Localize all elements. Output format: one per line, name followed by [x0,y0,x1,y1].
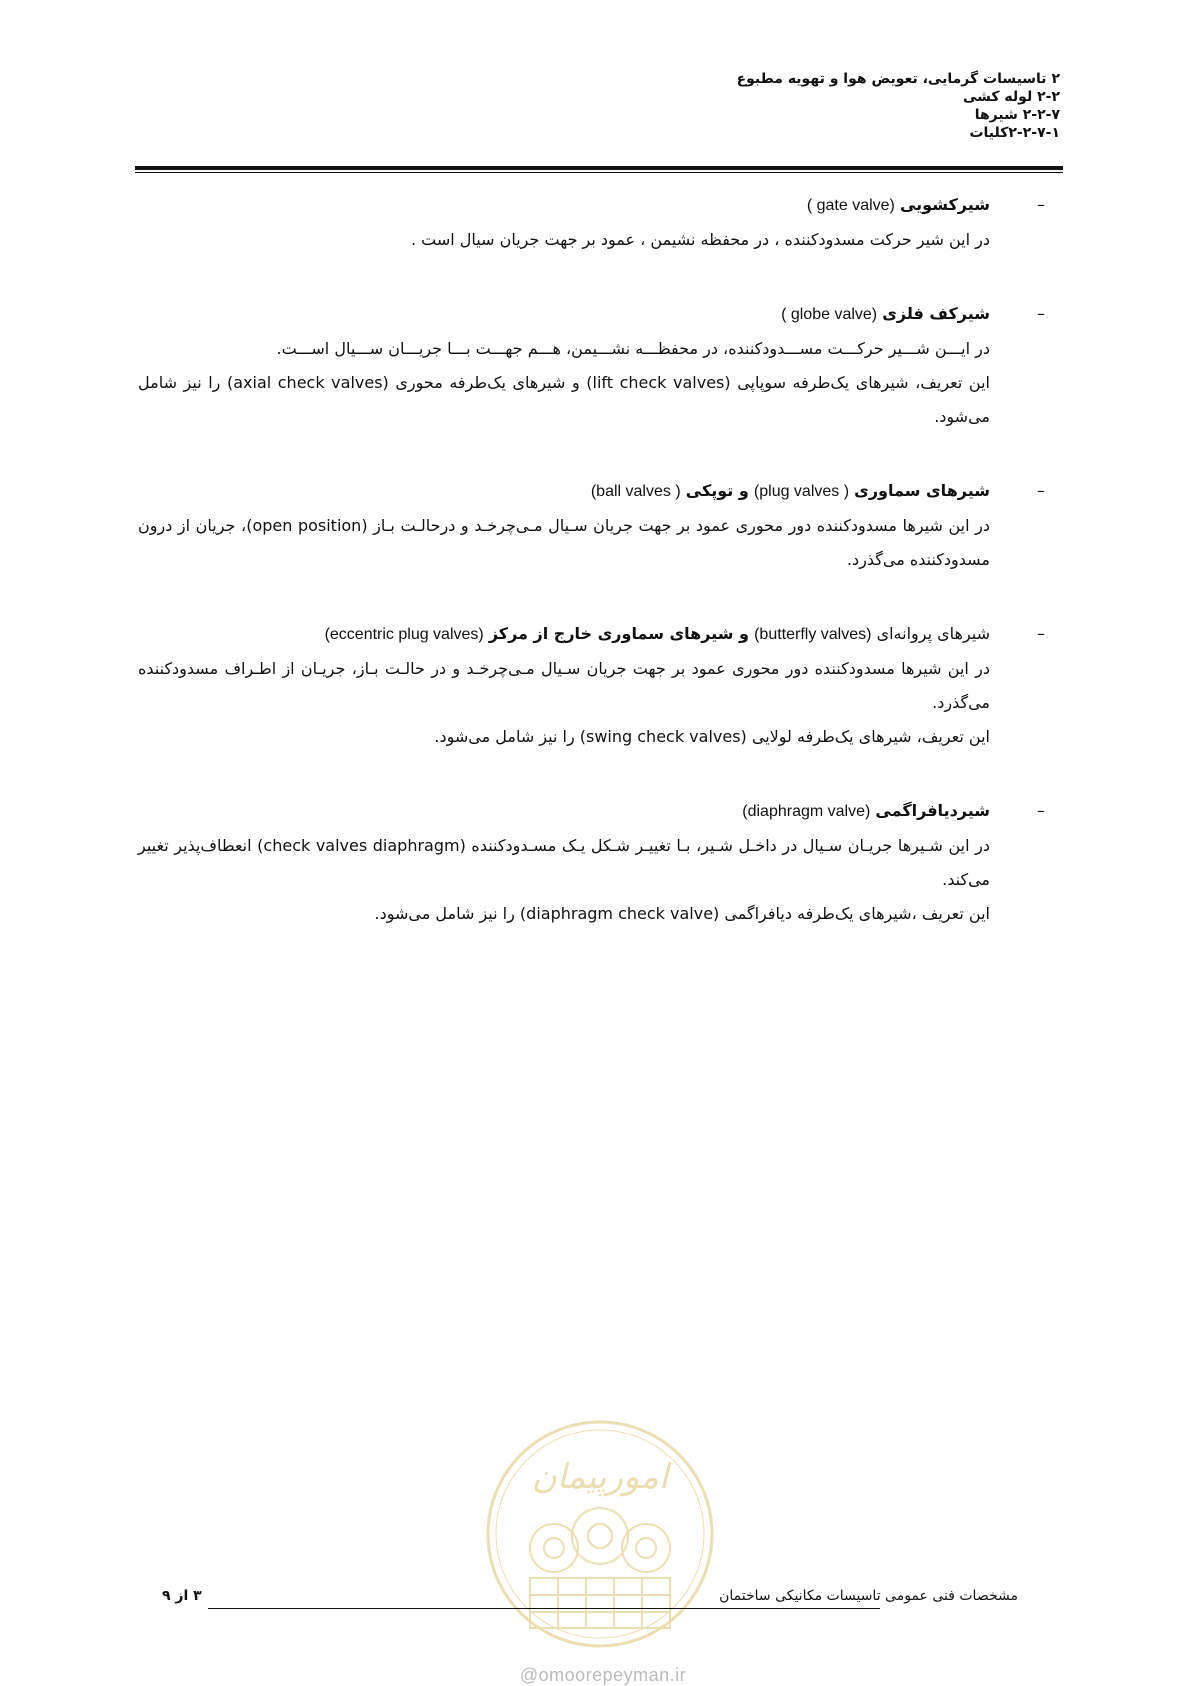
footer-document-title: مشخصات فنی عمومی تاسیسات مکانیکی ساختمان [719,1588,1018,1604]
header-line-2: ۲-۲ لوله کشی [963,89,1060,105]
section-diaphragm-valve [138,794,1045,931]
page-footer [150,1588,1040,1612]
paragraph: در ایـــن شـــیر حرکـــت مســـدودکننده، در محفظـــه نشـــیمن، هـــم جهـــت بـــا جریـــان ســـیال اســـت. [276,339,990,358]
section-title [138,794,1045,829]
paragraph: این تعریف، شیرهای یک‌طرفه لولایی (swing check valves) را نیز شامل می‌شود. [434,727,990,746]
title-mid: و شیرهای سماوری خارج از مرکز [488,624,749,643]
paragraph: در این شیر حرکت مسدودکننده ، در محفظه نشیمن ، عمود بر جهت جریان سیال است . [410,230,990,249]
title-en: ( gate valve) [806,197,895,214]
title-fa: شیرهای سماوری [854,481,990,500]
title-en: (butterfly valves) [754,626,872,643]
title-en-2: (eccentric plug valves) [324,626,484,643]
title-plain: شیرهای پروانه‌ای [876,624,990,643]
title-en: ( globe valve) [781,306,878,323]
dash-bullet: – [1037,304,1045,323]
title-fa: شیرکشویی [899,195,990,214]
title-mid: و توپکی [685,481,749,500]
paragraph: در این شـیرها جریـان سـیال در داخـل شـیر، بـا تغییـر شـکل یـک مسـدودکننده (check valves diaphragm) انعطاف‌پذیر تغییر می‌کند. [138,836,991,889]
header-line-4: ۲-۲-۷-۱کلیات [969,125,1060,141]
page-number: ۳ از ۹ [162,1588,202,1604]
page-header [130,70,1060,142]
section-title [138,297,1045,332]
header-line-3: ۲-۲-۷ شیرها [974,107,1060,123]
header-rule-thick [135,166,1063,170]
dash-bullet: – [1037,195,1045,214]
section-globe-valve [138,297,1045,434]
title-en: (plug valves ) [753,483,850,500]
watermark-logo-text: امورپیمان [531,1457,669,1497]
section-gate-valve [138,188,1045,257]
paragraph: این تعریف، شیرهای یک‌طرفه سوپاپی (lift check valves) و شیرهای یک‌طرفه محوری (axial check valves) را نیز شامل می‌شود. [138,373,990,426]
header-line-1: ۲ تاسیسات گرمایی، تعویض هوا و تهویه مطبوع [736,71,1060,87]
title-fa: شیرکف فلزی [882,304,990,323]
section-plug-ball-valves [138,474,1045,577]
paragraph: این تعریف ،شیرهای یک‌طرفه دیافراگمی (diaphragm check valve) را نیز شامل می‌شود. [374,904,990,923]
dash-bullet: – [1037,801,1045,820]
watermark-logo-icon [484,1418,716,1650]
title-fa: شیردیافراگمی [875,801,990,820]
watermark-site-text: @omoorepeyman.ir [519,1665,687,1685]
paragraph: در این شیرها مسدودکننده دور محوری عمود بر جهت جریان سـیال مـی‌چرخـد و درحالـت بـاز (open position)، جریان از درون مسدودکننده می‌گذرد. [138,516,990,569]
dash-bullet: – [1037,481,1045,500]
dash-bullet: – [1037,624,1045,643]
section-title [138,617,1045,652]
footer-rule [208,1608,880,1609]
paragraph: در این شیرها مسدودکننده دور محوری عمود بر جهت جریان سـیال مـی‌چرخـد و در حالـت بـاز، جریـان از اطـراف مسدودکننده می‌گذرد. [138,659,990,712]
document-body [138,188,1045,971]
section-title [138,188,1045,223]
header-rule-thin [135,172,1063,173]
title-en-2: (ball valves ) [590,483,681,500]
title-en: (diaphragm valve) [742,803,871,820]
section-butterfly-valves [138,617,1045,754]
section-title [138,474,1045,509]
